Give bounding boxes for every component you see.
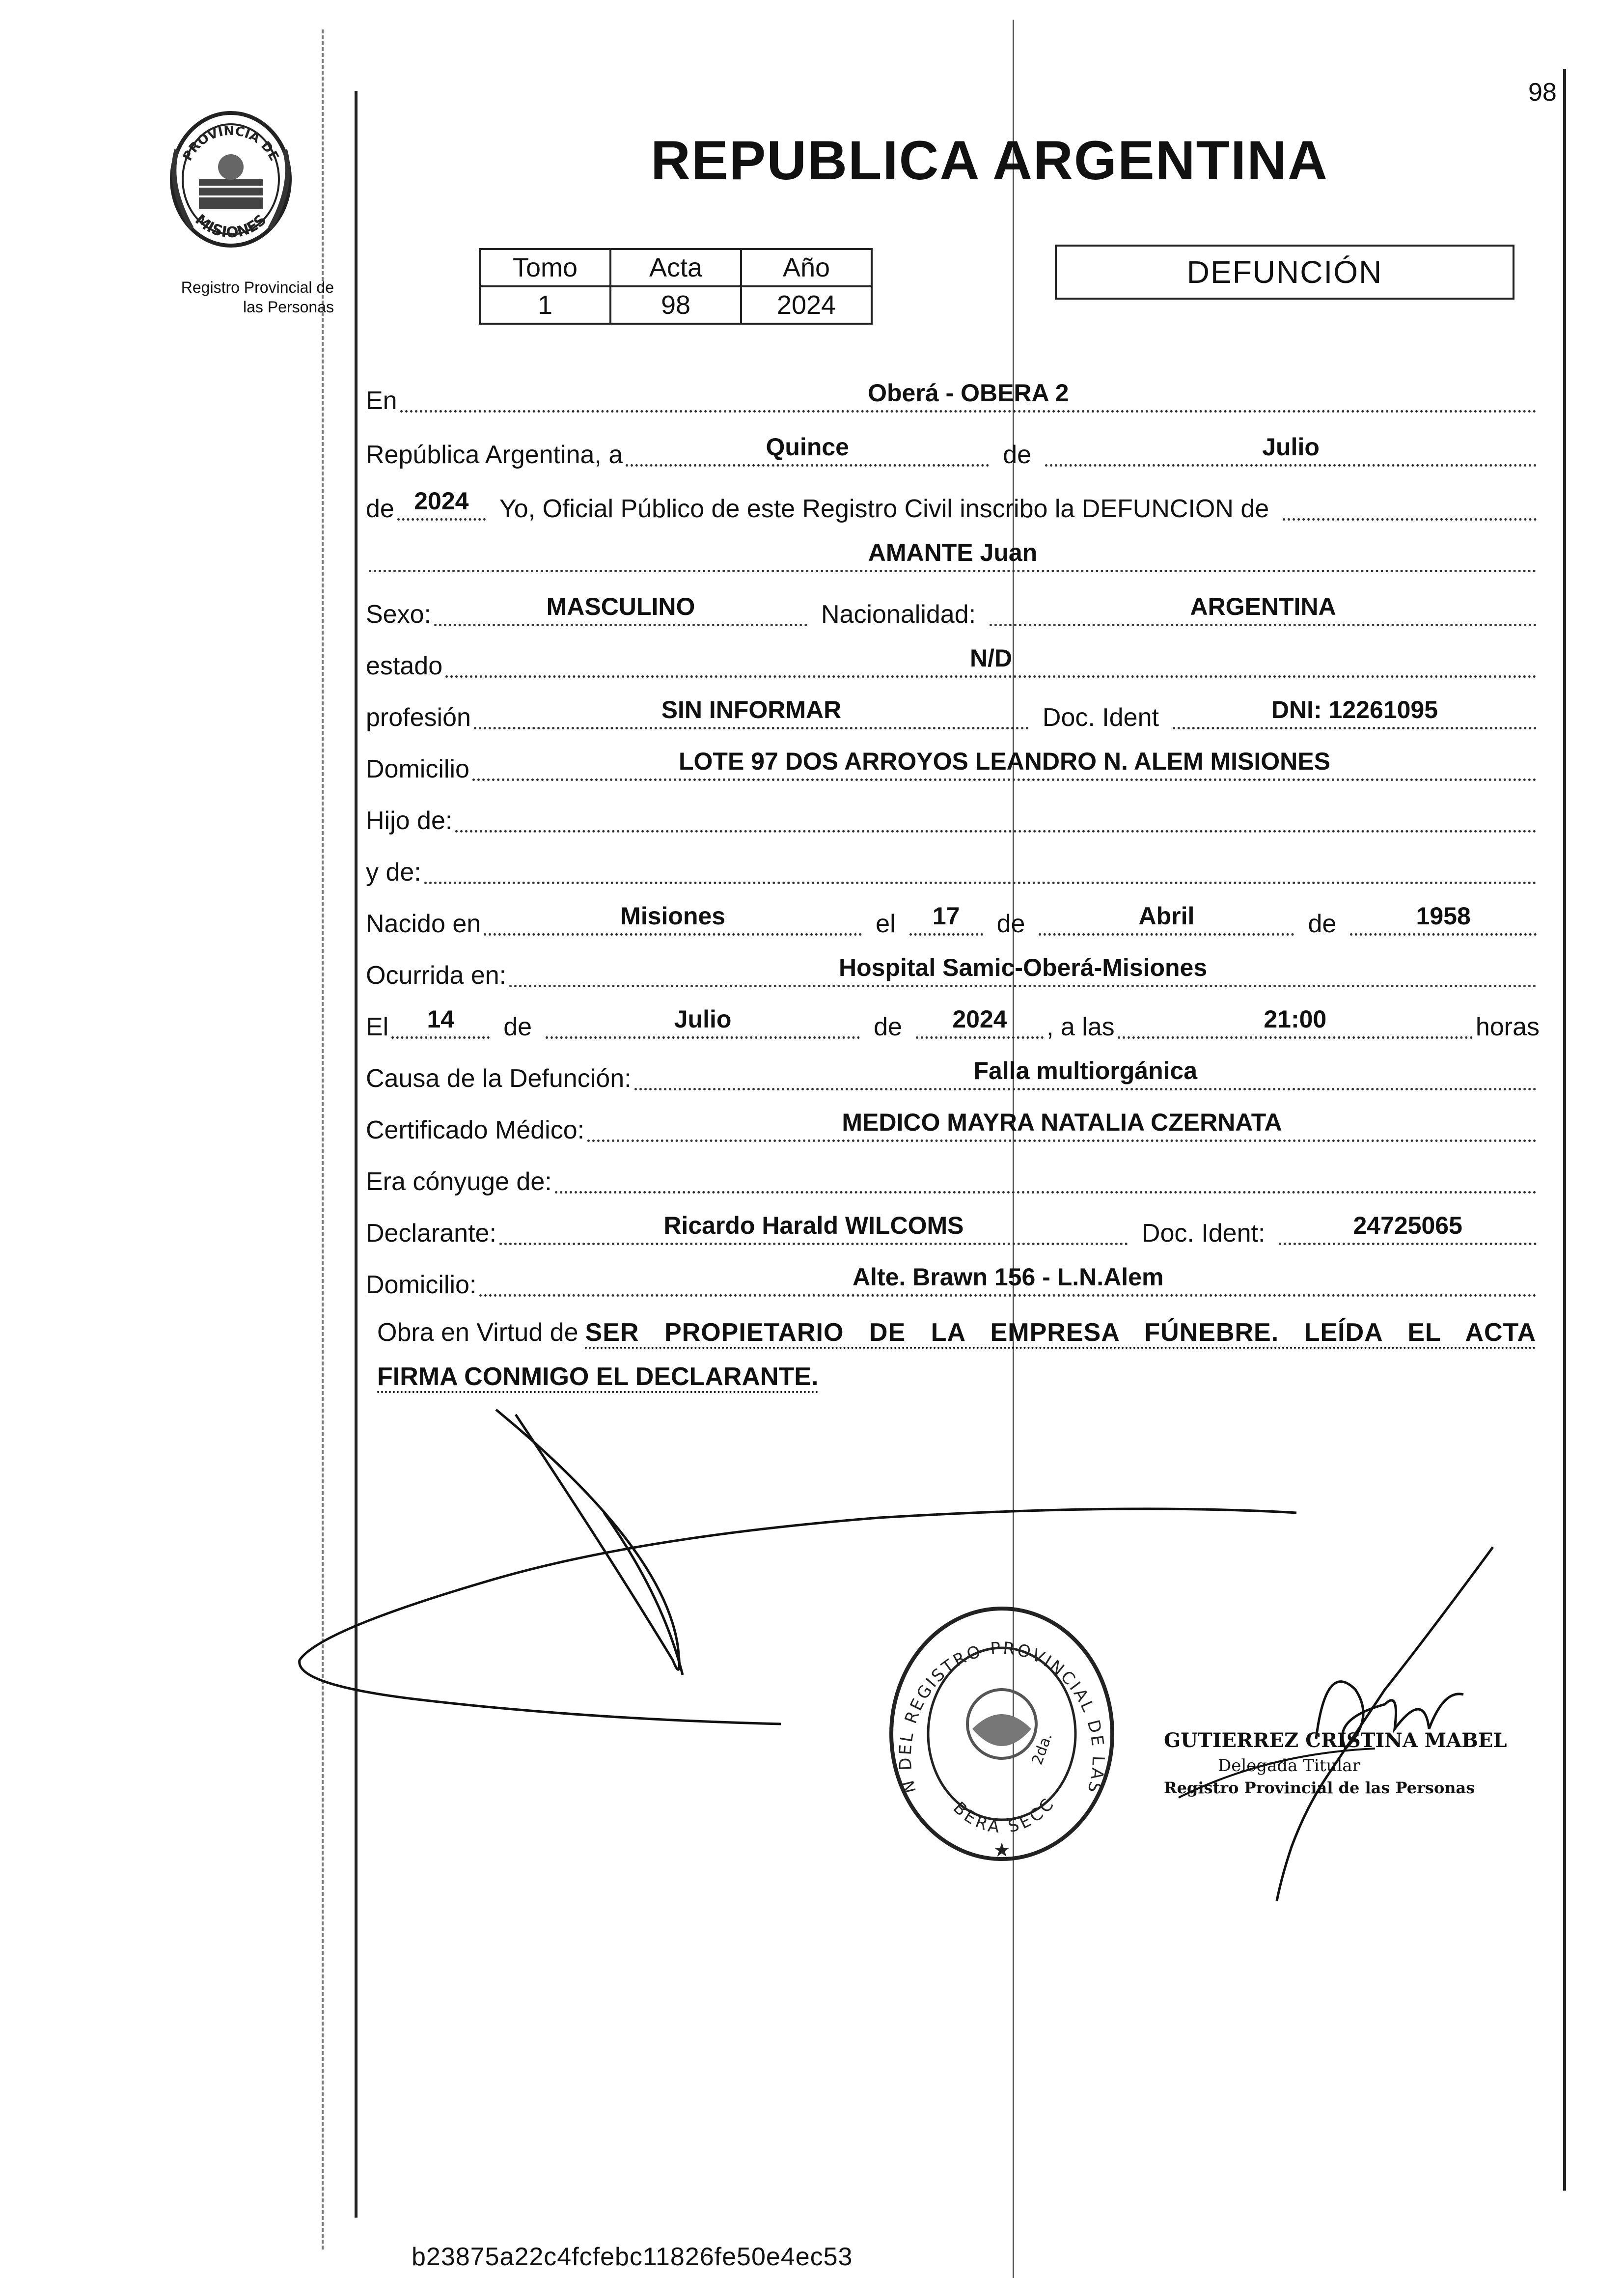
domicilio-decl-value: Alte. Brawn 156 - L.N.Alem [852, 1263, 1164, 1291]
nacido-dia-value: 17 [932, 902, 960, 930]
doc-ident-value: DNI: 12261095 [1271, 696, 1438, 723]
signer-block [1164, 1729, 1537, 1797]
obra-block [377, 1310, 1536, 1399]
anio-header: Año [741, 249, 872, 286]
domicilio-value: LOTE 97 DOS ARROYOS LEANDRO N. ALEM MISIONES [678, 748, 1330, 775]
en-label: En [366, 387, 397, 415]
registry-name [128, 278, 334, 317]
signer-org: Registro Provincial de las Personas [1164, 1778, 1475, 1797]
signer-name: GUTIERREZ CRISTINA MABEL [1164, 1729, 1507, 1752]
row-causa [366, 1056, 1540, 1097]
causa-value: Falla multiorgánica [973, 1057, 1198, 1084]
fecha-def-mes-field [546, 995, 860, 1039]
fecha-def-dia-value: 14 [427, 1005, 455, 1033]
nacionalidad-value: ARGENTINA [1190, 593, 1336, 620]
declarante-label: Declarante: [366, 1219, 496, 1248]
estado-label: estado [366, 652, 443, 680]
left-margin-line [355, 91, 358, 2218]
declarant-signature [290, 1400, 1301, 1793]
tomo-value: 1 [480, 286, 610, 324]
document-hash: b23875a22c4fcfebc11826fe50e4ec53 [412, 2243, 853, 2271]
nacionalidad-label: Nacionalidad: [821, 600, 976, 629]
en-value: Oberá - OBERA 2 [868, 379, 1069, 407]
nacido-lugar-field [484, 892, 862, 936]
record-ref-table [479, 248, 873, 325]
causa-label: Causa de la Defunción: [366, 1064, 632, 1093]
acta-header: Acta [610, 249, 741, 286]
profesion-value: SIN INFORMAR [661, 696, 842, 723]
causa-field [634, 1047, 1537, 1090]
registry-name-line1: Registro Provincial de [181, 278, 334, 296]
oficial-text: Yo, Oficial Público de este Registro Civil inscribo la DEFUNCION de [499, 495, 1269, 523]
svg-text:★: ★ [993, 1839, 1011, 1861]
right-margin-line [1563, 69, 1566, 2191]
row-fecha [366, 432, 1540, 473]
sexo-label: Sexo: [366, 600, 431, 629]
certificado-value: MEDICO MAYRA NATALIA CZERNATA [842, 1109, 1282, 1136]
svg-text:DELEGACION DEL REGISTRO PROVIN: N DEL REGISTRO PROVINCIAL DE LAS [895, 1638, 1108, 1797]
fallecido-value: AMANTE Juan [868, 539, 1038, 566]
acta-value: 98 [610, 286, 741, 324]
declarante-doc-field [1279, 1201, 1537, 1245]
obra-text-line2: FIRMA CONMIGO EL DECLARANTE. [377, 1362, 819, 1391]
estado-value: N/D [970, 644, 1013, 672]
nacido-de2-label: de [1308, 910, 1337, 938]
declarante-value: Ricardo Harald WILCOMS [663, 1212, 964, 1239]
sexo-value: MASCULINO [546, 593, 695, 620]
registry-name-line2: las Personas [243, 298, 334, 316]
nacido-mes-value: Abril [1138, 902, 1195, 930]
row-estado [366, 643, 1540, 685]
record-ref-header-row [480, 249, 872, 286]
row-certificado [366, 1108, 1540, 1149]
domicilio-field [472, 737, 1537, 781]
fecha-def-mes-value: Julio [674, 1005, 732, 1033]
svg-text:MISIONES: MISIONES [192, 211, 270, 242]
svg-text:PROVINCIA DE: PROVINCIA DE [180, 123, 282, 164]
row-sexo [366, 592, 1540, 633]
tomo-header: Tomo [480, 249, 610, 286]
y-de-label: y de: [366, 858, 421, 887]
page-number: 98 [1528, 78, 1557, 107]
row-domicilio [366, 747, 1540, 788]
mes-field [1045, 423, 1537, 467]
sexo-field [434, 583, 807, 626]
domicilio-decl-field [479, 1253, 1537, 1297]
nacido-mes-field [1039, 892, 1294, 936]
registry-seal [157, 106, 304, 253]
ocurrida-value: Hospital Samic-Oberá-Misiones [838, 954, 1208, 981]
official-stamp [884, 1601, 1120, 1866]
fecha-def-dia-field [391, 995, 490, 1039]
declarante-doc-label: Doc. Ident: [1141, 1219, 1266, 1248]
doc-ident-field [1173, 686, 1537, 729]
nacido-anio-field [1350, 892, 1537, 936]
fecha-def-anio-field [916, 995, 1044, 1039]
profesion-label: profesión [366, 703, 471, 732]
fecha-def-de2-label: de [874, 1013, 902, 1041]
fecha-def-de1-label: de [503, 1013, 532, 1041]
conyuge-field [555, 1150, 1537, 1194]
left-dashed-guide [322, 29, 324, 2250]
conyuge-label: Era cónyuge de: [366, 1167, 552, 1196]
nacido-dia-field [909, 892, 983, 936]
signer-role: Delegada Titular [1218, 1756, 1360, 1776]
fallecido-field [369, 528, 1537, 572]
row-fecha-defuncion [366, 1004, 1540, 1046]
row-y-de [366, 850, 1540, 891]
declarante-field [499, 1201, 1128, 1245]
fecha-de-label: de [1003, 441, 1032, 469]
declarante-doc-value: 24725065 [1353, 1212, 1462, 1239]
obra-label: Obra en Virtud de [377, 1318, 578, 1347]
estado-field [445, 634, 1537, 678]
fecha-def-hora-field [1118, 995, 1473, 1039]
hijo-de-field [455, 789, 1537, 833]
row-en [366, 378, 1540, 419]
ocurrida-label: Ocurrida en: [366, 961, 507, 990]
en-field [400, 369, 1537, 413]
fecha-def-anio-value: 2024 [952, 1005, 1007, 1033]
row-ocurrida [366, 953, 1540, 994]
obra-line1 [377, 1310, 1536, 1355]
svg-text:OBERA SECC.: BERA SECC [949, 1793, 1060, 1837]
fecha-def-el-label: El [366, 1013, 389, 1041]
nacionalidad-field [990, 583, 1537, 626]
record-type-box: DEFUNCIÓN [1055, 245, 1514, 300]
anio-value: 2024 [741, 286, 872, 324]
fold-line [1013, 20, 1014, 2278]
anio-trailing-field [1283, 477, 1537, 521]
row-profesion [366, 695, 1540, 736]
certificado-field [587, 1098, 1537, 1142]
svg-text:2da.: 2da. [1028, 1730, 1056, 1767]
doc-ident-label: Doc. Ident [1042, 703, 1159, 732]
row-fallecido [366, 538, 1540, 579]
fecha-a-label: República Argentina, a [366, 441, 623, 469]
row-conyuge [366, 1159, 1540, 1200]
dia-field [626, 423, 989, 467]
row-declarante [366, 1211, 1540, 1252]
domicilio-label: Domicilio [366, 755, 469, 783]
row-anio [366, 486, 1540, 528]
fecha-def-hora-label: , a las [1046, 1013, 1115, 1041]
obra-line2 [377, 1355, 1536, 1399]
nacido-el-label: el [876, 910, 896, 938]
certificado-label: Certificado Médico: [366, 1116, 585, 1144]
page-title: REPUBLICA ARGENTINA [651, 130, 1328, 191]
nacido-anio-value: 1958 [1416, 902, 1471, 930]
y-de-field [424, 840, 1537, 884]
row-domicilio-declarante [366, 1262, 1540, 1304]
nacido-lugar-value: Misiones [620, 902, 726, 930]
row-hijo-de [366, 798, 1540, 839]
anio-value: 2024 [414, 487, 469, 515]
obra-text-line1: SER PROPIETARIO DE LA EMPRESA FÚNEBRE. LEÍDA EL ACTA [585, 1318, 1536, 1347]
mes-value: Julio [1262, 433, 1320, 461]
dia-value: Quince [766, 433, 849, 461]
fecha-def-hora-value: 21:00 [1264, 1005, 1327, 1033]
profesion-field [474, 686, 1029, 729]
domicilio-decl-label: Domicilio: [366, 1271, 477, 1299]
nacido-de1-label: de [996, 910, 1025, 938]
ocurrida-field [509, 944, 1537, 987]
hijo-de-label: Hijo de: [366, 806, 453, 835]
anio-de-label: de [366, 495, 394, 523]
fecha-def-horas-label: horas [1475, 1013, 1540, 1041]
record-ref-value-row [480, 286, 872, 324]
row-nacido [366, 901, 1540, 943]
nacido-label: Nacido en [366, 910, 481, 938]
anio-field [397, 477, 486, 521]
